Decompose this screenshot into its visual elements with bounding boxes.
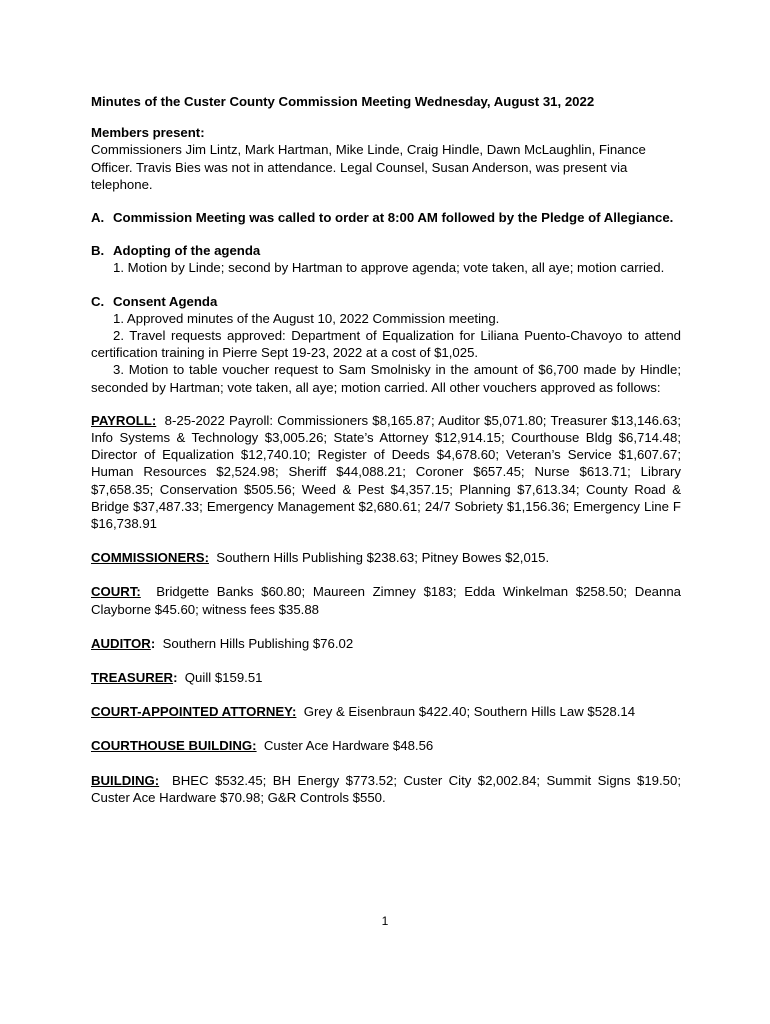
section-b-letter: B. — [91, 243, 105, 259]
minutes-body — [91, 93, 681, 823]
section-a-heading-row — [91, 209, 681, 226]
section-b-item-1: 1. Motion by Linde; second by Hartman to approve agenda; vote taken, all aye; motion carried. — [113, 260, 665, 276]
court-entry — [91, 583, 681, 617]
section-c-letter: C. — [91, 293, 105, 309]
section-a — [91, 209, 681, 226]
court-appointed-attorney-label: COURT-APPOINTED ATTORNEY: — [91, 704, 297, 720]
payroll-entry — [91, 412, 681, 532]
courthouse-building-text: Custer Ace Hardware $48.56 — [263, 738, 434, 754]
court-label: COURT: — [91, 584, 141, 600]
members-text: Commissioners Jim Lintz, Mark Hartman, Mike Linde, Craig Hindle, Dawn McLaughlin, Finance Officer. Travis Bies was not in attendance. Legal Counsel, Susan Anderson, was present via telephone. — [91, 142, 646, 192]
commissioners-label: COMMISSIONERS: — [91, 550, 209, 566]
treasurer-label: TREASURER — [91, 670, 174, 686]
section-a-heading: Commission Meeting was called to order at 8:00 AM followed by the Pledge of Allegiance. — [113, 210, 674, 226]
section-a-letter: A. — [91, 210, 105, 226]
members-heading: Members present: — [91, 125, 205, 141]
treasurer-text: Quill $159.51 — [184, 670, 263, 686]
section-c-heading-row — [91, 293, 681, 310]
courthouse-building-label: COURTHOUSE BUILDING: — [91, 738, 257, 754]
section-b-heading: Adopting of the agenda — [113, 243, 261, 259]
section-c-item-2: 2. Travel requests approved: Department of Equalization for Liliana Puento-Chavoyo to attend certification training in Pierre Sept 19-23, 2022 at a cost of $1,025. — [91, 328, 681, 361]
auditor-label: AUDITOR — [91, 635, 151, 651]
building-text: BHEC $532.45; BH Energy $773.52; Custer City $2,002.84; Summit Signs $19.50; Custer Ace Hardware $70.98; G&R Controls $550. — [91, 772, 681, 805]
court-appointed-attorney-text: Grey & Eisenbraun $422.40; Southern Hills Law $528.14 — [303, 704, 636, 720]
payroll-label: PAYROLL: — [91, 412, 157, 428]
section-b-heading-row — [91, 242, 681, 259]
section-c-heading: Consent Agenda — [113, 293, 218, 309]
courthouse-building-entry — [91, 737, 681, 754]
section-b — [91, 242, 681, 276]
page-number: 1 — [381, 914, 389, 928]
payroll-text: 8-25-2022 Payroll: Commissioners $8,165.87; Auditor $5,071.80; Treasurer $13,146.63; Info Systems & Technology $3,005.26; State’s Attorney $12,914.15; Courthouse Bldg $6,714.48; Director of Equalization $12,740.10; Register of Deeds $4,678.60; Veteran’s Service $1,607.67; Human Resources $2,524.98; Sheriff $44,088.21; Coroner $657.45; Nurse $613.71; Library $7,658.35; Conservation $505.56; Weed & Pest $4,357.15; Planning $7,613.34; County Road & Bridge $37,487.33; Emergency Management $2,680.61; 24/7 Sobriety $1,156.36; Emergency Line F $16,738.91 — [91, 412, 681, 532]
treasurer-entry: TREASURER: Quill $159.51 — [91, 670, 263, 686]
members-present-section — [91, 124, 681, 193]
auditor-text: Southern Hills Publishing $76.02 — [162, 635, 354, 651]
commissioners-entry — [91, 549, 681, 566]
document-title: Minutes of the Custer County Commission Meeting Wednesday, August 31, 2022 — [91, 94, 595, 109]
section-c-item-3: 3. Motion to table voucher request to Sam Smolnisky in the amount of $6,700 made by Hindle; seconded by Hartman; vote taken, all aye; motion carried. All other vouchers approved as follows: — [91, 362, 681, 395]
court-appointed-attorney-entry — [91, 703, 681, 720]
building-label: BUILDING: — [91, 772, 160, 788]
section-c — [91, 293, 681, 396]
auditor-entry: AUDITOR: Southern Hills Publishing $76.02 — [91, 635, 354, 651]
building-entry — [91, 772, 681, 806]
court-text: Bridgette Banks $60.80; Maureen Zimney $183; Edda Winkelman $258.50; Deanna Clayborne $45.60; witness fees $35.88 — [91, 584, 682, 617]
section-c-item-1: 1. Approved minutes of the August 10, 2022 Commission meeting. — [113, 310, 500, 326]
commissioners-text: Southern Hills Publishing $238.63; Pitney Bowes $2,015. — [216, 550, 550, 566]
